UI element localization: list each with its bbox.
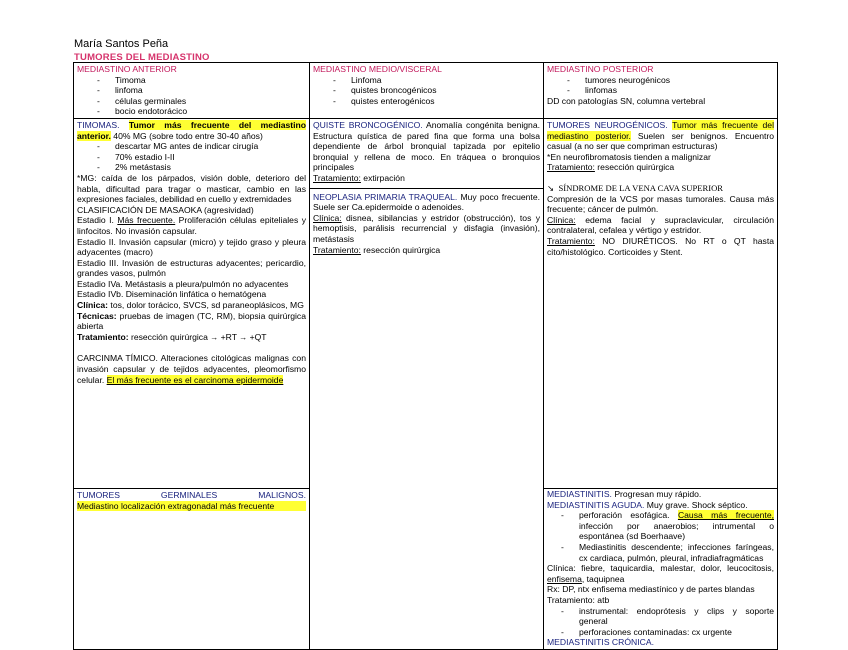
list-item: - instrumental: endoprótesis y clips y soporte general	[561, 606, 774, 627]
list-item: - 2% metástasis	[97, 162, 306, 173]
list-item: - linfomas	[567, 85, 774, 96]
mediastinitis-aguda	[547, 500, 774, 511]
spacer	[547, 173, 774, 183]
neurogenicos-intro	[547, 120, 774, 152]
timomas-tecnicas	[77, 311, 306, 332]
tratamiento-text: resección quirúrgica	[360, 244, 441, 255]
cell-neurogenicos-vcs	[544, 118, 778, 488]
aguda-causes	[561, 510, 774, 563]
tratamiento-label: Tratamiento:	[313, 172, 361, 183]
tratamiento-list	[561, 606, 774, 638]
tratamiento-text-c: +QT	[247, 331, 267, 342]
cause-text: perforación esofágica.	[579, 510, 678, 521]
neurogenicos-tratamiento	[547, 162, 774, 173]
tratamiento-text: extirpación	[360, 172, 405, 183]
neurogenicos-text: Suelen ser benignos. Encuentro casual (a no ser que compriman estructuras)	[547, 130, 774, 152]
table-row	[74, 118, 778, 488]
tratamiento-text-b: +RT	[218, 331, 240, 342]
posterior-note: DD con patologías SN, columna vertebral	[547, 95, 706, 106]
cell-quiste-neoplasia	[310, 118, 544, 649]
germinales-title: TUMORES GERMINALES MALIGNOS.	[77, 489, 306, 500]
list-item: - quistes enterogénicos	[333, 96, 540, 107]
aguda-text: Muy grave. Shock séptico.	[644, 499, 748, 510]
posterior-heading: MEDIASTINO POSTERIOR	[547, 64, 654, 74]
neurogenicos-title: TUMORES NEUROGÉNICOS.	[547, 119, 668, 130]
mediastinitis-intro	[547, 489, 774, 500]
spacer	[77, 343, 306, 353]
timomas-intro	[77, 120, 306, 141]
tratamiento-text-a: resección quirúrgica	[128, 331, 211, 342]
neoplasia-text: Muy poco frecuente. Suele ser Ca.epidermoide o adenoides.	[313, 191, 540, 213]
list-item: - Timoma	[97, 75, 306, 86]
timomas-mg: *MG: caída de los párpados, visión doble, deterioro del habla, dificultad para tragar o masticar, cambio en las expresiones faciales, debilidad en cuello y extremidades	[77, 172, 306, 205]
clinica-label: Clínica:	[77, 300, 109, 311]
tratamiento-label: Tratamiento:	[547, 162, 595, 173]
cell-germinales	[74, 488, 310, 649]
cell-anterior	[74, 63, 310, 119]
quiste-title: QUISTE BRONCOGÉNICO.	[313, 119, 423, 130]
list-item: - perforaciones contaminadas: cx urgente	[561, 627, 774, 638]
timomas-clasificacion: CLASIFICACIÓN DE MASAOKA (agresividad)	[77, 204, 254, 215]
timomas-title: TIMOMAS.	[77, 119, 120, 130]
arrow-right-icon: →	[239, 332, 248, 342]
author-name: María Santos Peña	[74, 38, 169, 50]
estadio-4a: Estadio IVa. Metástasis a pleura/pulmón no adyacentes	[77, 278, 289, 289]
list-item	[561, 510, 774, 542]
list-item: - descartar MG antes de indicar cirugía	[97, 141, 306, 152]
enfisema-text: enfisema	[547, 573, 582, 584]
anterior-heading: MEDIASTINO ANTERIOR	[77, 64, 177, 74]
timomas-highlight: Tumor más frecuente del mediastino anterior.	[77, 119, 307, 141]
estadio-1-label: Estadio I.	[77, 215, 118, 226]
medio-list	[333, 75, 540, 107]
carcinoma-text: CARCINMA TÍMICO. Alteraciones citológicas malignas con invasión capsular y de tejidos adyacentes, pleomorfismo celular.	[77, 353, 306, 385]
mediastinitis-text: Progresan muy rápido.	[611, 488, 702, 499]
tecnicas-text: pruebas de imagen (TC, RM), biopsia quirúrgica abierta	[77, 310, 306, 332]
neoplasia-traqueal	[310, 188, 543, 256]
cause-text-rest: infección por anaerobios; intrumental o espontánea (sd Boerhaave)	[579, 520, 774, 542]
tratamiento-text: NO DIURÉTICOS. No RT o QT hasta cito/histológico. Corticoides y Stent.	[547, 235, 774, 257]
clinica-label: Clínica:	[547, 214, 576, 225]
estadio-2: Estadio II. Invasión capsular (micro) y tejido graso y pleura adyacentes (macro)	[77, 236, 306, 258]
estadio-1-underlined: Más frecuente.	[117, 215, 176, 226]
anterior-list	[97, 75, 306, 117]
cell-timomas	[74, 118, 310, 488]
clinica-label: Clínica:	[313, 212, 342, 223]
estadio-1	[77, 215, 306, 236]
clinica-text: Clínica: fiebre, taquicardia, malestar, dolor, leucocitosis,	[547, 563, 774, 574]
neoplasia-clinica	[313, 213, 540, 245]
timomas-tratamiento	[77, 332, 306, 344]
timomas-clinica	[77, 300, 306, 311]
posterior-list	[567, 75, 774, 96]
mediastinitis-clinica	[547, 563, 774, 584]
cell-mediastinitis	[544, 488, 778, 649]
timomas-bullets	[97, 141, 306, 173]
tratamiento-text: resección quirúrgica	[594, 162, 675, 173]
carcinoma-timico	[77, 353, 306, 385]
arrow-down-right-icon: ↘	[547, 182, 555, 193]
neurogenicos-note: *En neurofibromatosis tienden a malignizar	[547, 151, 711, 162]
quiste-tratamiento	[313, 173, 540, 184]
germinales-highlight: Mediastino localización extragonadal más frecuente	[77, 501, 306, 512]
list-item: - bocio endotorácico	[97, 106, 306, 117]
list-item: - tumores neurogénicos	[567, 75, 774, 86]
table-row	[74, 63, 778, 119]
cause-highlight: Causa más frecuente,	[677, 510, 774, 521]
arrow-right-icon: →	[210, 332, 219, 342]
list-item: - linfoma	[97, 85, 306, 96]
quiste-text: Anomalía congénita benigna. Estructura quística de pared fina que forma una bolsa dependiente de árbol bronquial tapizada por epitelio bronquial y rellena de moco. En tráquea o bronquios principales	[313, 119, 540, 173]
list-item: - quistes broncogénicos	[333, 85, 540, 96]
list-item: - Linfoma	[333, 75, 540, 86]
list-item: - Mediastinitis descendente; infecciones faríngeas, cx cardiaca, pulmón, pleural, infradiafragmáticas	[561, 542, 774, 563]
mediastinitis-rx: Rx: DP, ntx enfisema mediastínico y de partes blandas	[547, 584, 755, 595]
clinica-text: tos, dolor torácico, SVCS, sd paraneoplásicos, MG	[108, 300, 304, 311]
mediastinitis-tratamiento: Tratamiento: atb	[547, 594, 610, 605]
clinica-text: disnea, sibilancias y estridor (obstrucción), tos y hemoptisis, parálisis recurrencial y disfagia (invasión), metástasis	[313, 212, 540, 244]
vcs-title: SÍNDROME DE LA VENA CAVA SUPERIOR	[558, 182, 724, 193]
cell-medio	[310, 63, 544, 119]
estadio-3: Estadio III. Invasión de estructuras adyacentes; pericardio, grandes vasos, pulmón	[77, 257, 306, 279]
neoplasia-tratamiento	[313, 245, 540, 256]
list-item: - células germinales	[97, 96, 306, 107]
clinica-text: edema facial y supraclavicular, circulación contralateral, cefalea y vértigo y estridor.	[547, 214, 774, 236]
mediastinitis-title: MEDIASTINITIS.	[547, 488, 612, 499]
vcs-clinica	[547, 215, 774, 236]
estadio-1-text: Proliferación células epiteliales y linfocitos. No invasión capsular.	[77, 215, 306, 236]
document-title: TUMORES DEL MEDIASTINO	[74, 52, 210, 63]
aguda-title: MEDIASTINITIS AGUDA.	[547, 499, 645, 510]
neoplasia-title: NEOPLASIA PRIMARIA TRAQUEAL.	[313, 191, 458, 202]
clinica-text-rest: , taquipnea	[581, 573, 625, 584]
mediastinitis-cronica: MEDIASTINITIS CRÓNICA.	[547, 637, 654, 648]
carcinoma-highlight: El más frecuente es el carcinoma epidermoide	[106, 374, 284, 385]
vcs-text: Compresión de la VCS por masas tumorales. Causa más frecuente; cáncer de pulmón.	[547, 193, 774, 215]
cell-posterior	[544, 63, 778, 119]
medio-heading: MEDIASTINO MEDIO/VISCERAL	[313, 64, 442, 74]
tecnicas-label: Técnicas:	[77, 310, 117, 321]
tratamiento-label: Tratamiento:	[77, 331, 129, 342]
mediastino-table	[73, 62, 778, 650]
tratamiento-label: Tratamiento:	[313, 244, 361, 255]
vcs-tratamiento	[547, 236, 774, 257]
list-item: - 70% estadio I-II	[97, 152, 306, 163]
neoplasia-intro	[313, 192, 540, 213]
timomas-intro-text: 40% MG (sobre todo entre 30-40 años)	[110, 130, 263, 141]
vcs-heading	[547, 183, 774, 194]
quiste-broncogenico	[313, 120, 540, 173]
neurogenicos-highlight: Tumor más frecuente del mediastino posterior.	[547, 119, 774, 141]
tratamiento-label: Tratamiento:	[547, 235, 595, 246]
estadio-4b: Estadio IVb. Diseminación linfática o hematógena	[77, 289, 267, 300]
